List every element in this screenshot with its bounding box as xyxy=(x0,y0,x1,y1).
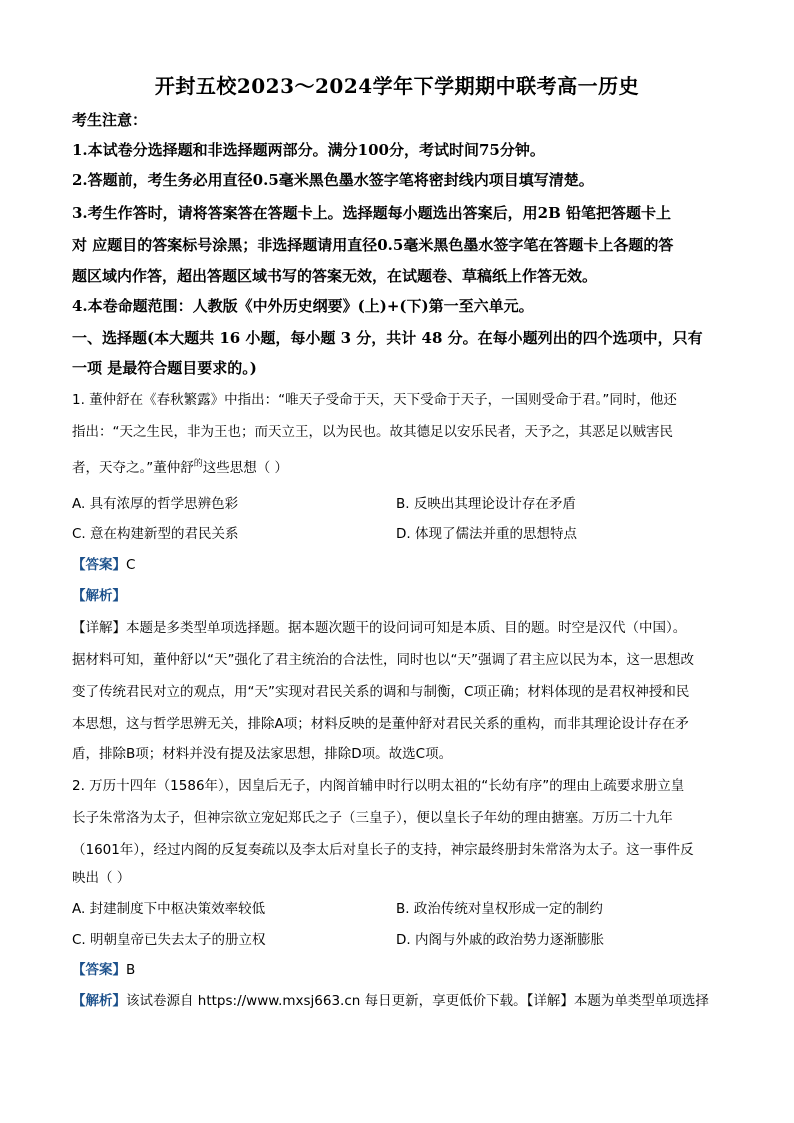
q1-detail-line-4: 本思想，这与哲学思辨无关，排除A项；材料反映的是董仲舒对君民关系的重构，而非其理论设计存在矛 xyxy=(72,716,689,732)
section-heading-line-2: 一项 是最符合题目要求的。) xyxy=(72,359,257,377)
q1-stem-line-3 xyxy=(72,458,724,480)
q1-analysis-tag: 【解析】 xyxy=(72,588,126,604)
q1-detail-line-5: 盾，排除B项；材料并没有提及法家思想，排除D项。故选C项。 xyxy=(72,746,453,762)
q1-option-b: B. 反映出其理论设计存在矛盾 xyxy=(396,496,576,512)
q1-option-d: D. 体现了儒法并重的思想特点 xyxy=(396,526,577,542)
q1-answer-row xyxy=(72,555,724,575)
q2-stem-line-3: （1601年），经过内阁的反复奏疏以及李太后对皇长子的支持，神宗最终册封朱常洛为太子。这一事件反 xyxy=(72,842,694,858)
q1-detail-line-2: 据材料可知，董仲舒以“天”强化了君主统治的合法性，同时也以“天”强调了君主应以民为本，这一思想改 xyxy=(72,652,694,668)
notice-line-3: 3.考生作答时，请将答案答在答题卡上。选择题每小题选出答案后，用2B 铅笔把答题卡上 xyxy=(72,204,672,222)
q1-detail-line-1 xyxy=(72,618,724,638)
q1-option-c: C. 意在构建新型的君民关系 xyxy=(72,526,239,542)
q2-option-c: C. 明朝皇帝已失去太子的册立权 xyxy=(72,932,266,948)
q2-option-d: D. 内阁与外戚的政治势力逐渐膨胀 xyxy=(396,932,604,948)
exam-title: 开封五校2023～2024学年下学期期中联考高一历史 xyxy=(154,74,640,98)
q2-option-b: B. 政治传统对皇权形成一定的制约 xyxy=(396,901,603,917)
q2-analysis-tag: 【解析】 xyxy=(72,993,126,1009)
q1-stem-line-3-text: 者，天夺之。”董仲舒 xyxy=(72,460,194,476)
q2-stem-line-2: 长子朱常洛为太子，但神宗欲立宠妃郑氏之子（三皇子），便以皇长子年幼的理由搪塞。万历二十九年 xyxy=(72,810,673,826)
q1-stem-tail: 这些思想（ ） xyxy=(202,460,289,476)
q1-detail-line-3: 变了传统君民对立的观点，用“天”实现对君民关系的调和与制衡，C项正确；材料体现的是君权神授和民 xyxy=(72,684,690,700)
q1-stem-line-1: 1. 董仲舒在《春秋繁露》中指出：“唯天子受命于天，天下受命于天子，一国则受命于君。”同时，他还 xyxy=(72,392,677,408)
q1-answer: C xyxy=(126,557,136,573)
q1-answer-tag: 【答案】 xyxy=(72,557,126,573)
q1-detail-text-1: 本题是多类型单项选择题。据本题次题干的设问词可知是本质、目的题。时空是汉代（中国）。 xyxy=(126,620,687,636)
q1-stem-sup: 的 xyxy=(193,459,203,469)
q2-analysis-text: 该试卷源自 https://www.mxsj663.cn 每日更新，享更低价下载。 xyxy=(126,993,527,1009)
q2-answer-row xyxy=(72,960,724,980)
notice-line-6: 4.本卷命题范围：人教版《中外历史纲要》(上)+(下)第一至六单元。 xyxy=(72,297,534,315)
q2-stem-line-4: 映出（ ） xyxy=(72,870,131,886)
q2-stem-line-1: 2. 万历十四年（1586年），因皇后无子，内阁首辅申时行以明太祖的“长幼有序”的理由上疏要求册立皇 xyxy=(72,778,685,794)
notice-line-2: 2.答题前，考生务必用直径0.5毫米黑色墨水签字笔将密封线内项目填写清楚。 xyxy=(72,171,594,189)
q1-stem-line-2: 指出：“天之生民，非为王也；而天立王，以为民也。故其德足以安乐民者，天予之，其恶足以贼害民 xyxy=(72,424,673,440)
q2-analysis-row xyxy=(72,991,724,1011)
notice-line-5: 题区域内作答，超出答题区域书写的答案无效，在试题卷、草稿纸上作答无效。 xyxy=(72,267,598,285)
q1-detail-tag: 【详解】 xyxy=(72,620,126,636)
q2-detail-tag: 【详解】 xyxy=(526,993,574,1009)
q1-analysis-row xyxy=(72,586,724,606)
q1-option-a: A. 具有浓厚的哲学思辨色彩 xyxy=(72,496,239,512)
q2-detail-start: 本题为单类型单项选择 xyxy=(573,993,709,1009)
q2-option-a: A. 封建制度下中枢决策效率较低 xyxy=(72,901,266,917)
section-heading-line-1: 一、选择题(本大题共 16 小题，每小题 3 分，共计 48 分。在每小题列出的四个选项中，只有 xyxy=(72,329,703,347)
notice-heading: 考生注意： xyxy=(72,111,148,129)
q2-answer-tag: 【答案】 xyxy=(72,962,126,978)
q2-answer: B xyxy=(126,962,136,978)
notice-line-4: 对 应题目的答案标号涂黑；非选择题请用直径0.5毫米黑色墨水签字笔在答题卡上各题的答 xyxy=(72,236,674,254)
notice-line-1: 1.本试卷分选择题和非选择题两部分。满分100分，考试时间75分钟。 xyxy=(72,141,545,159)
